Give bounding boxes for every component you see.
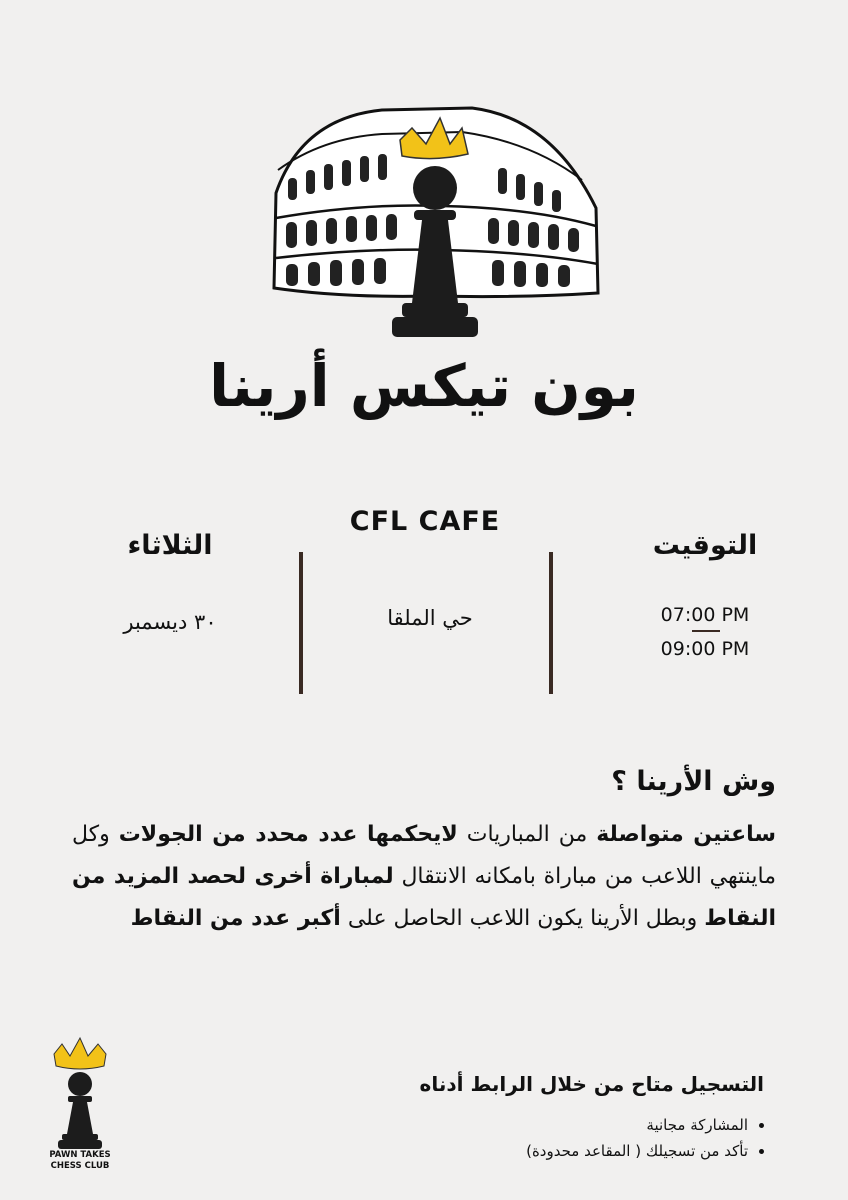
registration-list (526, 1112, 766, 1164)
venue-heading: CFL CAFE (349, 506, 501, 537)
time-end: 09:00 PM (660, 638, 750, 660)
logo-line1: PAWN TAKES (49, 1150, 111, 1160)
colosseum-pawn-illustration (262, 98, 608, 348)
about-part: من المباريات (457, 822, 597, 847)
time-heading: التوقيت (652, 530, 758, 561)
time-range (630, 598, 780, 666)
registration-heading: التسجيل متاح من خلال الرابط أدناه (419, 1072, 764, 1096)
time-start: 07:00 PM (660, 604, 750, 626)
venue-location: حي الملقا (387, 606, 473, 630)
column-divider (299, 552, 303, 694)
about-part: وكل ماينتهي اللاعب من مباراة بامكانه الانتقال (72, 822, 776, 889)
club-logo-text (38, 1150, 122, 1172)
about-part: أكبر عدد من النقاط (130, 906, 341, 931)
list-item: • تأكد من تسجيلك ( المقاعد محدودة) (526, 1138, 748, 1164)
day-heading: الثلاثاء (127, 530, 213, 561)
page-title: بون تيكس أرينا (209, 352, 639, 420)
about-part: لايحكمها عدد محدد من الجولات (118, 822, 458, 847)
about-part: ساعتين متواصلة (596, 822, 776, 847)
about-part: لمباراة أخرى لحصد المزيد من النقاط (72, 864, 776, 931)
time-separator (692, 630, 720, 632)
logo-line2: CHESS CLUB (50, 1161, 110, 1171)
day-date: ٣٠ ديسمبر (123, 610, 217, 634)
about-heading: وش الأرينا ؟ (611, 766, 776, 797)
about-paragraph (72, 814, 776, 940)
list-item: • المشاركة مجانية (526, 1112, 748, 1138)
about-part: وبطل الأرينا يكون اللاعب الحاصل على (340, 906, 705, 931)
column-divider (549, 552, 553, 694)
